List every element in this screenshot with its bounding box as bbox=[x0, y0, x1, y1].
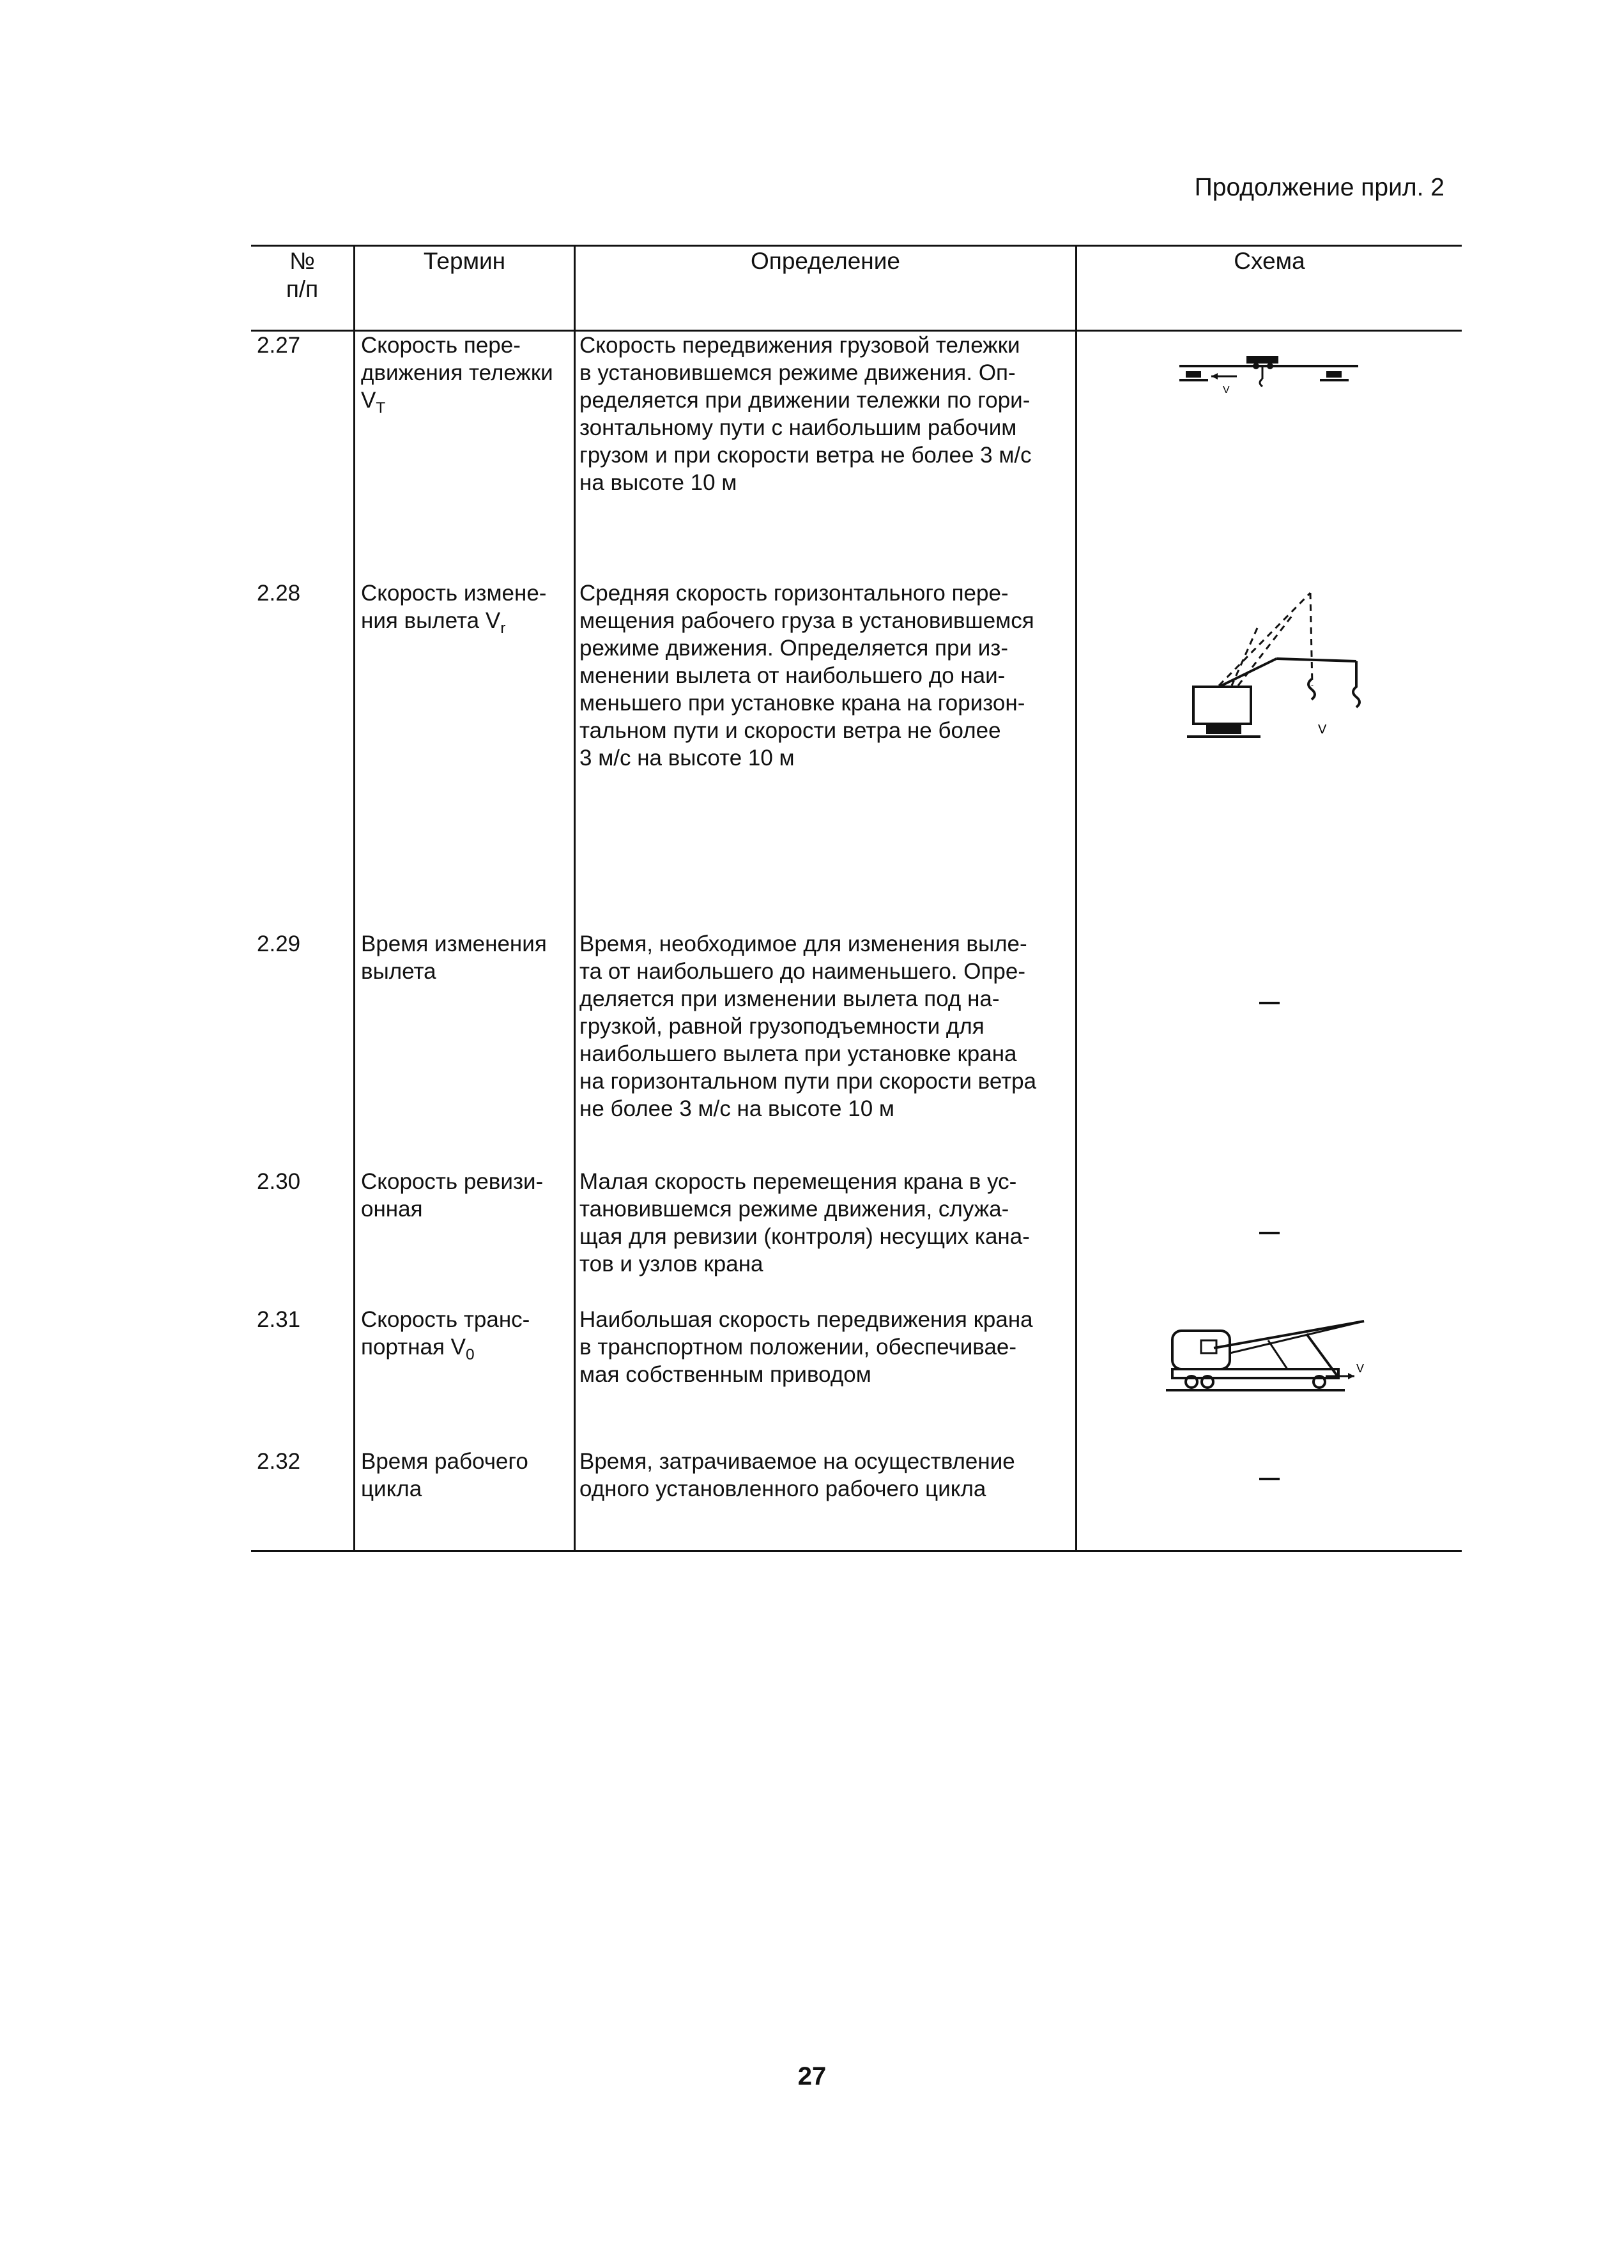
term-cell: Скорость пере- движения тележки $V_Т$ bbox=[361, 333, 553, 417]
trolley-diagram bbox=[1173, 341, 1365, 398]
row-number: 2.31 bbox=[257, 1307, 301, 1332]
column-divider-2 bbox=[574, 245, 576, 1552]
svg-text:V: V bbox=[1356, 1362, 1365, 1375]
header-definition: Определение bbox=[751, 248, 900, 274]
column-divider-1 bbox=[353, 245, 355, 1552]
term-cell: Скорость ревизи- онная bbox=[361, 1169, 544, 1222]
header-num: № п/п bbox=[286, 248, 319, 302]
term-cell: Время рабочего цикла bbox=[361, 1449, 528, 1501]
no-schema-dash bbox=[1259, 1002, 1280, 1004]
definition-cell: Средняя скорость горизонтального пере- мещения рабочего груза в установившемся режиме движения. Определяется при из- менении вылета от наибольшего до наи- меньшего при установке крана на горизон- тальном пути и скорости ветра не более 3 м/с на высоте 10 м bbox=[579, 581, 1034, 770]
page-number: 27 bbox=[797, 2062, 827, 2090]
no-schema-dash bbox=[1259, 1232, 1280, 1234]
header-schema: Схема bbox=[1234, 248, 1305, 274]
row-number: 2.29 bbox=[257, 931, 301, 956]
definition-cell: Скорость передвижения грузовой тележки в установившемся режиме движения. Оп- ределяется при движении тележки по гори- зонтальному пути с наибольшим рабочим грузом и при скорости ветра не более 3 м/с на высоте 10 м bbox=[579, 333, 1032, 495]
continuation-label: Продолжение прил. 2 bbox=[1194, 174, 1444, 201]
term-cell: Скорость транс- портная $V_0$ bbox=[361, 1307, 530, 1363]
row-number: 2.28 bbox=[257, 581, 301, 606]
no-schema-dash bbox=[1259, 1478, 1280, 1480]
row-number: 2.27 bbox=[257, 333, 301, 358]
definition-cell: Время, затрачиваемое на осуществление одного установленного рабочего цикла bbox=[579, 1449, 1015, 1501]
definition-cell: Наибольшая скорость передвижения крана в транспортном положении, обеспечивае- мая собственным приводом bbox=[579, 1307, 1033, 1387]
definition-cell: Время, необходимое для изменения выле- та от наибольшего до наименьшего. Опре- деляется при изменении вылета под на- грузкой, равной грузоподъемности для наибольшего вылета при установке крана на горизонтальном пути при скорости ветра не более 3 м/с на высоте 10 м bbox=[579, 931, 1037, 1121]
row-number: 2.32 bbox=[257, 1449, 301, 1474]
boom-radius-diagram bbox=[1181, 590, 1372, 775]
svg-text:V: V bbox=[1318, 723, 1327, 737]
table-top-rule bbox=[251, 245, 1462, 247]
transport-crane-diagram bbox=[1153, 1308, 1370, 1404]
term-cell: Время изменения вылета bbox=[361, 931, 547, 984]
definition-cell: Малая скорость перемещения крана в ус- тановившемся режиме движения, служа- щая для ревизии (контроля) несущих кана- тов и узлов крана bbox=[579, 1169, 1030, 1276]
row-number: 2.30 bbox=[257, 1169, 301, 1194]
header-term: Термин bbox=[423, 248, 506, 274]
table-bottom-rule bbox=[251, 1550, 1462, 1552]
svg-text:V: V bbox=[1223, 385, 1230, 395]
term-cell: Скорость измене- ния вылета $V_r$ bbox=[361, 581, 547, 637]
terms-table bbox=[251, 245, 1462, 1552]
